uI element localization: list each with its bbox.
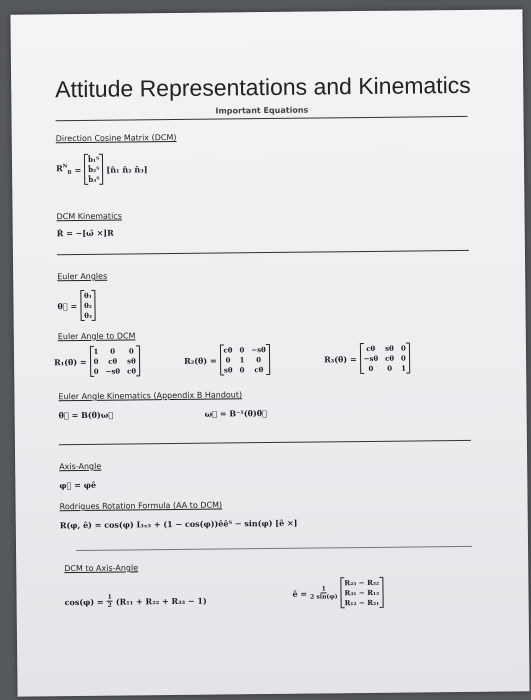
matrix-cell: 0 — [110, 346, 116, 356]
matrix-cell: sθ — [127, 356, 136, 366]
matrix-cell: 0 — [93, 356, 99, 366]
axis-angle-label: Axis-Angle — [59, 461, 102, 472]
r2-equation — [184, 344, 270, 376]
e-fraction: $\frac{1}{2 \sin(\varphi)}$ — [310, 585, 338, 601]
r3-matrix — [359, 343, 410, 375]
matrix-cell: −sθ — [105, 366, 121, 376]
matrix-cell: cθ — [127, 366, 137, 376]
euler-kinematics-label: Euler Angle Kinematics (Appendix B Handout) — [58, 390, 243, 402]
matrix-cell: θ₁ — [83, 290, 92, 300]
matrix-cell: R₃₁ − R₁₃ — [344, 587, 380, 598]
euler-vector — [80, 290, 96, 321]
r3-equation — [324, 343, 410, 375]
matrix-cell: cθ — [254, 365, 264, 375]
cos-rhs: (R₁₁ + R₂₂ + R₃₃ − 1) — [115, 595, 207, 607]
matrix-cell: 0 — [93, 366, 99, 376]
euler-angles-label: Euler Angles — [57, 271, 108, 282]
matrix-cell: 0 — [128, 346, 134, 356]
dcm-kinematics-equation: Ṙ = −[ω̃ ×]R — [56, 227, 114, 239]
matrix-cell: cθ — [223, 345, 233, 355]
matrix-cell: 0 — [256, 355, 262, 365]
dcm-label: Direction Cosine Matrix (DCM) — [55, 132, 177, 144]
matrix-cell: θ₂ — [84, 300, 92, 310]
page-subtitle: Important Equations — [215, 105, 309, 116]
r2-lhs: R₂(θ) = — [184, 355, 217, 366]
dcm-equation — [56, 153, 148, 185]
matrix-cell: R₂₃ − R₃₂ — [344, 577, 380, 588]
page-title: Attitude Representations and Kinematics — [55, 71, 471, 103]
dcm-kinematics-label: DCM Kinematics — [56, 211, 122, 222]
matrix-cell: 0 — [239, 365, 245, 375]
matrix-cell: 0 — [387, 363, 393, 373]
matrix-cell: 0 — [239, 345, 245, 355]
dcm-row-vector: [n̂₁ n̂₂ n̂₃] — [106, 163, 148, 175]
matrix-cell: cθ — [385, 353, 395, 363]
r1-equation — [54, 345, 140, 377]
matrix-cell: 1 — [401, 363, 407, 373]
r1-lhs: R₁(θ) = — [54, 356, 87, 367]
matrix-cell: −sθ — [251, 345, 266, 355]
matrix-cell: b̂₁ᵀ — [88, 154, 100, 164]
r1-matrix — [89, 345, 140, 377]
euler-angles-equation — [57, 290, 96, 321]
matrix-cell: 0 — [368, 363, 374, 373]
dcm-equals: = — [74, 164, 82, 175]
cos-lhs: cos(φ) = — [64, 596, 104, 607]
cos-phi-equation — [65, 593, 207, 609]
matrix-cell: sθ — [385, 343, 394, 353]
rodrigues-label: Rodrigues Rotation Formula (AA to DCM) — [59, 500, 223, 512]
matrix-cell: 1 — [239, 355, 245, 365]
matrix-cell: b̂₃ᵀ — [88, 174, 100, 184]
section-rule — [57, 250, 469, 255]
matrix-cell: 0 — [400, 343, 406, 353]
matrix-cell: −sθ — [363, 353, 379, 364]
r3-lhs: R₃(θ) = — [324, 353, 357, 364]
matrix-cell: 0 — [225, 355, 231, 365]
r2-matrix — [219, 344, 270, 376]
matrix-cell: R₁₂ − R₂₁ — [344, 597, 380, 608]
cos-fraction: $\frac{1}{2}$ — [107, 593, 112, 609]
matrix-cell: b̂₂ᵀ — [88, 164, 100, 174]
matrix-cell: 1 — [93, 346, 99, 356]
matrix-cell: sθ — [223, 365, 233, 375]
axis-angle-equation: φ⃗ = φê — [59, 479, 97, 491]
e-vector — [340, 577, 383, 608]
rodrigues-equation: R(φ, ê) = cos(φ) I₃ₓ₃ + (1 − cos(φ))êêᵀ − sin(φ) [ê ×] — [59, 517, 298, 531]
euler-lhs: θ⃗ = — [57, 300, 78, 311]
e-hat-equation — [292, 577, 383, 609]
title-rule — [56, 116, 468, 121]
e-lhs: ê = — [292, 588, 308, 599]
section-rule — [59, 440, 471, 445]
euler-kinematics-eq1: θ̇⃗ = B(θ)ω⃗ — [58, 409, 114, 421]
section-rule — [76, 546, 472, 551]
matrix-cell: 0 — [400, 353, 406, 363]
matrix-cell: cθ — [366, 343, 376, 353]
dcm-lhs: $R^N_B$ — [56, 163, 72, 176]
matrix-cell: θ₃ — [84, 310, 93, 320]
document-page — [10, 9, 529, 696]
dcm-column-matrix — [84, 154, 103, 185]
euler-kinematics-eq2: ω⃗ = B⁻¹(θ)θ̇⃗ — [204, 408, 267, 419]
dcm-to-axis-label: DCM to Axis-Angle — [64, 563, 139, 574]
matrix-cell: cθ — [108, 356, 118, 366]
euler-to-dcm-label: Euler Angle to DCM — [57, 331, 136, 342]
